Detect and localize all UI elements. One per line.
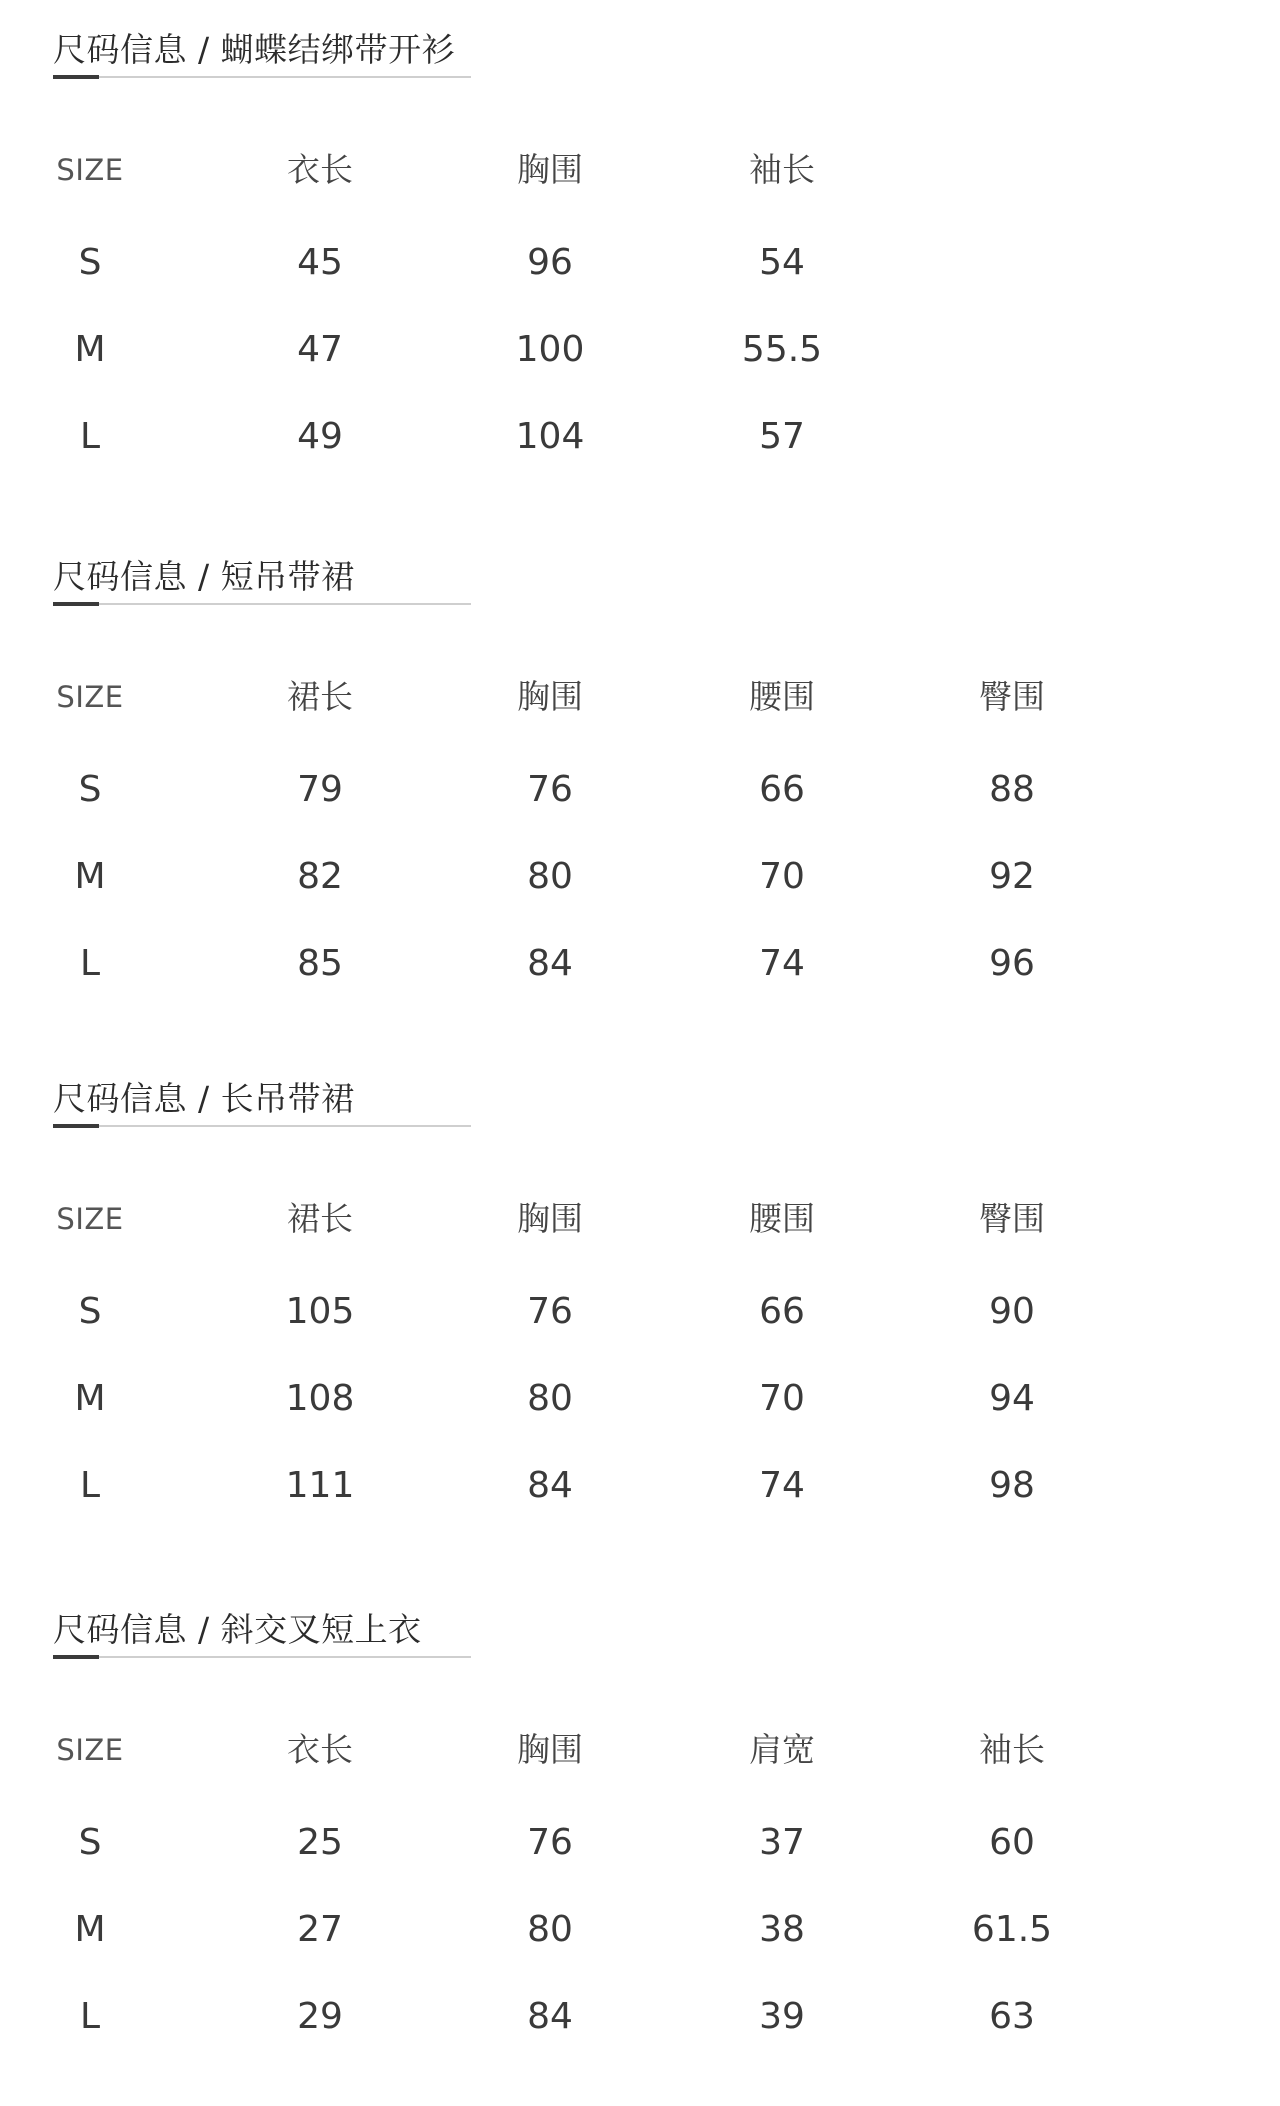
value-cell: 74 — [759, 943, 805, 984]
table-row — [0, 939, 1280, 989]
table-row — [0, 1461, 1280, 1511]
header-cell: SIZE — [56, 1202, 124, 1236]
header-cell: 袖长 — [749, 150, 815, 189]
value-cell: 98 — [989, 1465, 1035, 1506]
table-row — [0, 238, 1280, 288]
value-cell: 100 — [515, 329, 585, 370]
header-cell: SIZE — [56, 153, 124, 187]
header-cell: 袖长 — [979, 1730, 1045, 1769]
table-row — [0, 1992, 1280, 2042]
size-cell: S — [78, 1291, 102, 1332]
value-cell: 96 — [527, 242, 573, 283]
header-cell: 衣长 — [287, 1730, 353, 1769]
value-cell: 79 — [297, 769, 343, 810]
value-cell: 49 — [297, 416, 343, 457]
value-cell: 66 — [759, 1291, 805, 1332]
value-cell: 74 — [759, 1465, 805, 1506]
value-cell: 76 — [527, 1291, 573, 1332]
header-cell: 臀围 — [979, 677, 1045, 716]
table-row — [0, 1818, 1280, 1868]
section-title: 尺码信息 / 短吊带裙 — [53, 557, 355, 596]
value-cell: 60 — [989, 1822, 1035, 1863]
value-cell: 25 — [297, 1822, 343, 1863]
section-divider — [53, 1656, 471, 1658]
value-cell: 38 — [759, 1909, 805, 1950]
section-divider — [53, 603, 471, 605]
header-cell: 腰围 — [749, 677, 815, 716]
size-cell: L — [79, 1465, 101, 1506]
value-cell: 37 — [759, 1822, 805, 1863]
table-row — [0, 852, 1280, 902]
value-cell: 76 — [527, 1822, 573, 1863]
size-cell: M — [74, 1909, 106, 1950]
value-cell: 88 — [989, 769, 1035, 810]
table-row — [0, 1374, 1280, 1424]
value-cell: 80 — [527, 856, 573, 897]
section-title: 尺码信息 / 斜交叉短上衣 — [53, 1610, 422, 1649]
table-row — [0, 1287, 1280, 1337]
header-cell: 胸围 — [517, 1199, 583, 1238]
value-cell: 84 — [527, 1996, 573, 2037]
value-cell: 94 — [989, 1378, 1035, 1419]
value-cell: 111 — [285, 1465, 355, 1506]
header-cell: 胸围 — [517, 1730, 583, 1769]
value-cell: 105 — [285, 1291, 355, 1332]
value-cell: 39 — [759, 1996, 805, 2037]
section-divider-accent — [53, 1655, 99, 1659]
size-cell: L — [79, 943, 101, 984]
value-cell: 54 — [759, 242, 805, 283]
value-cell: 63 — [989, 1996, 1035, 2037]
size-cell: M — [74, 856, 106, 897]
header-cell: SIZE — [56, 1733, 124, 1767]
size-cell: S — [78, 1822, 102, 1863]
value-cell: 80 — [527, 1909, 573, 1950]
value-cell: 96 — [989, 943, 1035, 984]
table-row — [0, 1905, 1280, 1955]
value-cell: 45 — [297, 242, 343, 283]
header-cell: 胸围 — [517, 677, 583, 716]
value-cell: 29 — [297, 1996, 343, 2037]
value-cell: 85 — [297, 943, 343, 984]
value-cell: 82 — [297, 856, 343, 897]
value-cell: 80 — [527, 1378, 573, 1419]
value-cell: 55.5 — [741, 329, 823, 370]
header-cell: 肩宽 — [749, 1730, 815, 1769]
size-cell: M — [74, 329, 106, 370]
section-divider — [53, 76, 471, 78]
size-cell: L — [79, 1996, 101, 2037]
section-title: 尺码信息 / 蝴蝶结绑带开衫 — [53, 30, 456, 69]
header-cell: SIZE — [56, 680, 124, 714]
section-title: 尺码信息 / 长吊带裙 — [53, 1079, 355, 1118]
table-header-row — [0, 1725, 1280, 1775]
value-cell: 70 — [759, 856, 805, 897]
table-row — [0, 325, 1280, 375]
value-cell: 70 — [759, 1378, 805, 1419]
header-cell: 臀围 — [979, 1199, 1045, 1238]
table-header-row — [0, 672, 1280, 722]
section-divider-accent — [53, 1124, 99, 1128]
value-cell: 27 — [297, 1909, 343, 1950]
value-cell: 84 — [527, 1465, 573, 1506]
table-header-row — [0, 145, 1280, 195]
size-cell: S — [78, 242, 102, 283]
table-row — [0, 765, 1280, 815]
header-cell: 衣长 — [287, 150, 353, 189]
value-cell: 66 — [759, 769, 805, 810]
value-cell: 92 — [989, 856, 1035, 897]
section-divider-accent — [53, 75, 99, 79]
header-cell: 胸围 — [517, 150, 583, 189]
size-cell: L — [79, 416, 101, 457]
size-cell: M — [74, 1378, 106, 1419]
section-divider — [53, 1125, 471, 1127]
value-cell: 104 — [515, 416, 585, 457]
table-header-row — [0, 1194, 1280, 1244]
section-divider-accent — [53, 602, 99, 606]
value-cell: 76 — [527, 769, 573, 810]
header-cell: 裙长 — [287, 677, 353, 716]
table-row — [0, 412, 1280, 462]
value-cell: 57 — [759, 416, 805, 457]
header-cell: 裙长 — [287, 1199, 353, 1238]
value-cell: 90 — [989, 1291, 1035, 1332]
header-cell: 腰围 — [749, 1199, 815, 1238]
value-cell: 47 — [297, 329, 343, 370]
value-cell: 61.5 — [971, 1909, 1053, 1950]
value-cell: 84 — [527, 943, 573, 984]
value-cell: 108 — [285, 1378, 355, 1419]
size-cell: S — [78, 769, 102, 810]
